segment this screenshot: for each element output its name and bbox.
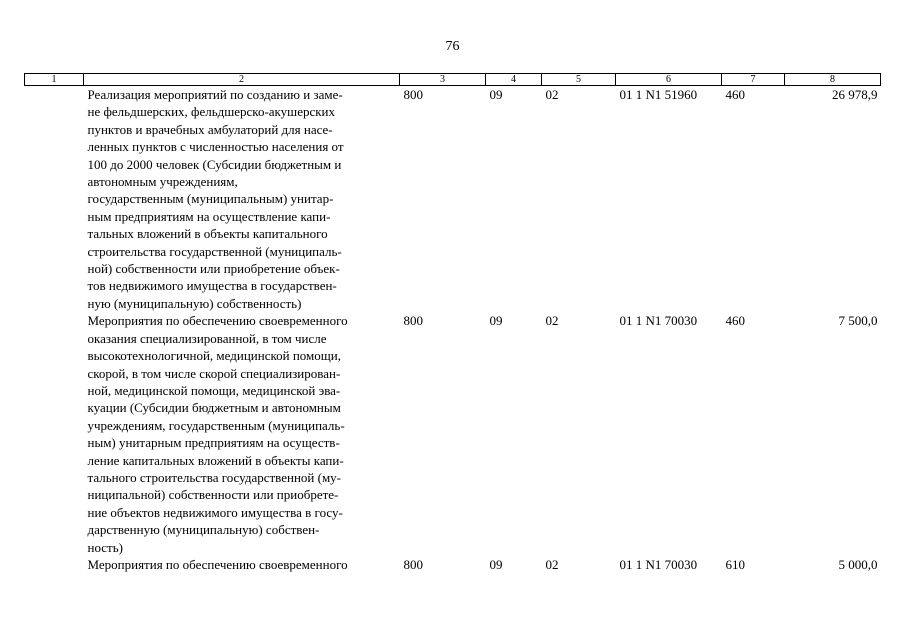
description-line: дарственную (муниципальную) собствен- bbox=[87, 522, 320, 538]
header-col-4: 4 bbox=[486, 74, 542, 86]
table-body bbox=[25, 86, 881, 574]
cell-description bbox=[84, 86, 400, 313]
description-line: скорой, в том числе скорой специализирован- bbox=[87, 365, 341, 381]
cell-amount: 7 500,0 bbox=[838, 313, 878, 329]
description-line: учреждениям, государственным (муниципаль- bbox=[87, 417, 345, 433]
cell-description bbox=[84, 312, 400, 556]
header-col-5: 5 bbox=[542, 74, 616, 86]
cell-section: 09 bbox=[489, 556, 503, 572]
table-row bbox=[25, 556, 881, 573]
description-line: ность) bbox=[87, 539, 123, 555]
header-col-6: 6 bbox=[616, 74, 722, 86]
cell-ministry-code: 800 bbox=[403, 87, 423, 102]
cell-description bbox=[84, 556, 400, 573]
page-number: 76 bbox=[445, 39, 460, 54]
description-line: автономным учреждениям, bbox=[87, 174, 238, 190]
cell-section: 09 bbox=[489, 87, 503, 102]
description-line: ную (муниципальную) собственность) bbox=[87, 295, 302, 311]
description-line: ниципальной) собственности или приобрете- bbox=[87, 487, 339, 503]
description-line: высокотехнологичной, медицинской помощи, bbox=[87, 348, 341, 364]
cell-section: 09 bbox=[489, 313, 503, 329]
cell-ministry-code: 800 bbox=[403, 313, 423, 329]
cell-col-1 bbox=[25, 556, 84, 573]
header-col-7: 7 bbox=[722, 74, 785, 86]
cell-expense-type: 460 bbox=[725, 87, 745, 102]
description-line: ным) унитарным предприятиям на осуществ- bbox=[87, 435, 340, 451]
cell-amount: 26 978,9 bbox=[832, 87, 878, 102]
table-row bbox=[25, 86, 881, 313]
description-line: ние объектов недвижимого имущества в госу- bbox=[87, 504, 343, 520]
cell-expense-type: 610 bbox=[725, 556, 745, 572]
cell-target-article: 01 1 N1 51960 bbox=[619, 87, 698, 102]
cell-target-article: 01 1 N1 70030 bbox=[619, 556, 698, 572]
description-line: не фельдшерских, фельдшерско-акушерских bbox=[87, 104, 336, 120]
description-line: тов недвижимого имущества в государствен- bbox=[87, 278, 337, 294]
cell-col-1 bbox=[25, 86, 84, 313]
description-line: ной, медицинской помощи, медицинской эва- bbox=[87, 382, 341, 398]
header-col-8: 8 bbox=[785, 74, 881, 86]
cell-subsection: 02 bbox=[545, 313, 559, 329]
budget-table bbox=[24, 73, 881, 573]
description-line: ной) собственности или приобретение объек- bbox=[87, 261, 340, 277]
cell-col-1 bbox=[25, 312, 84, 556]
description-line: ление капитальных вложений в объекты капи- bbox=[87, 452, 344, 468]
header-row bbox=[25, 74, 881, 86]
cell-subsection: 02 bbox=[545, 87, 559, 102]
cell-amount: 5 000,0 bbox=[838, 556, 878, 572]
description-line: Мероприятия по обеспечению своевременного bbox=[87, 556, 348, 572]
cell-subsection: 02 bbox=[545, 556, 559, 572]
description-line: оказания специализированной, в том числе bbox=[87, 330, 327, 346]
header-col-1: 1 bbox=[25, 74, 84, 86]
description-line: тального строительства государственной (му- bbox=[87, 469, 342, 485]
description-line: тальных вложений в объекты капитального bbox=[87, 226, 328, 242]
description-line: государственным (муниципальным) унитар- bbox=[87, 191, 334, 207]
table-row bbox=[25, 312, 881, 556]
description-line: Мероприятия по обеспечению своевременного bbox=[87, 313, 348, 329]
header-col-2: 2 bbox=[84, 74, 400, 86]
cell-target-article: 01 1 N1 70030 bbox=[619, 313, 698, 329]
description-line: ленных пунктов с численностью населения от bbox=[87, 139, 344, 155]
header-col-3: 3 bbox=[400, 74, 486, 86]
cell-expense-type: 460 bbox=[725, 313, 745, 329]
description-line: пунктов и врачебных амбулаторий для насе- bbox=[87, 121, 333, 137]
description-line: Реализация мероприятий по созданию и заме- bbox=[87, 87, 343, 102]
description-line: куации (Субсидии бюджетным и автономным bbox=[87, 400, 341, 416]
cell-ministry-code: 800 bbox=[403, 556, 423, 572]
description-line: ным предприятиям на осуществление капи- bbox=[87, 208, 331, 224]
table-header bbox=[25, 74, 881, 86]
description-line: строительства государственной (муниципаль- bbox=[87, 243, 342, 259]
description-line: 100 до 2000 человек (Субсидии бюджетным и bbox=[87, 156, 342, 172]
